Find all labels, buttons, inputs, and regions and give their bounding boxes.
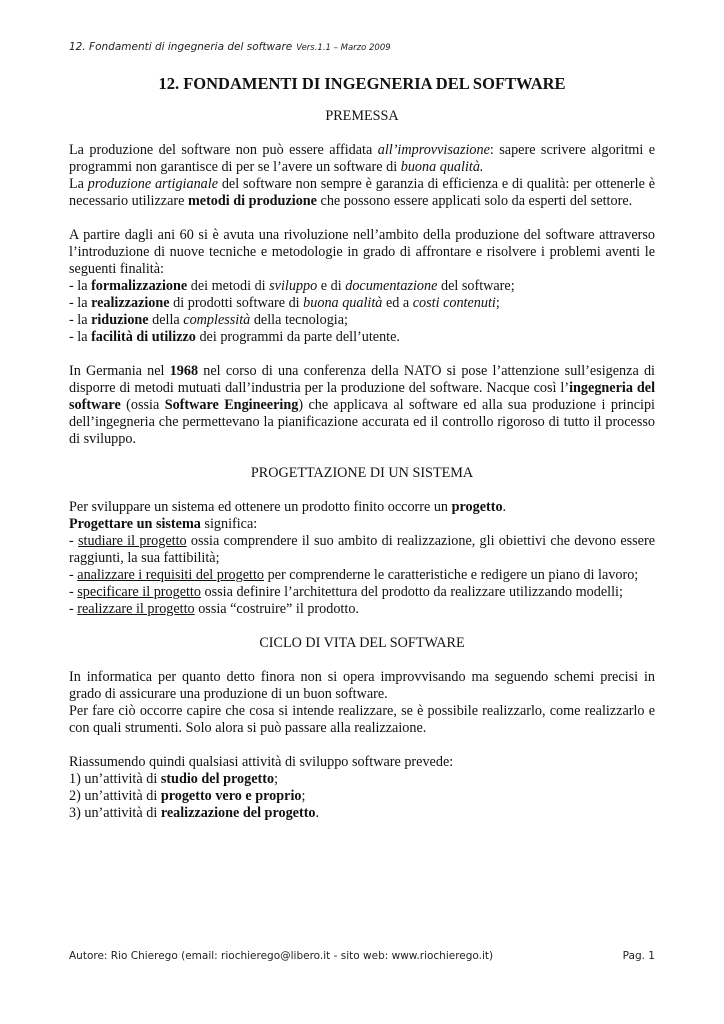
list-item: - realizzare il progetto ossia “costruire” il prodotto. [69,601,359,617]
paragraph: La produzione del software non può essere affidata all’improvvisazione: sapere scrivere algoritmi e programmi non garantisce di per se l’avere un software di buona qualità. [69,142,655,175]
header-version: Vers.1.1 – Marzo 2009 [296,43,391,53]
list-item: - la realizzazione di prodotti software di buona qualità ed a costi contenuti; [69,295,500,311]
section-heading-progettazione: PROGETTAZIONE DI UN SISTEMA [250,465,474,481]
page-footer [69,950,655,962]
section-heading-ciclo-di-vita: CICLO DI VITA DEL SOFTWARE [259,635,465,651]
list-item: - la riduzione della complessità della tecnologia; [69,312,348,328]
page-number: Pag. 1 [622,950,655,962]
footer-author: Autore: Rio Chierego (email: riochierego@libero.it - sito web: www.riochierego.it) [69,950,494,962]
paragraph: Per sviluppare un sistema ed ottenere un prodotto finito occorre un progetto. [69,499,507,515]
paragraph: Riassumendo quindi qualsiasi attività di sviluppo software prevede: [69,754,454,770]
list-item: 2) un’attività di progetto vero e proprio; [69,788,306,804]
section-heading-premessa: PREMESSA [325,108,399,124]
list-item: - specificare il progetto ossia definire l’architettura del prodotto da realizzare utilizzando modelli; [69,584,623,600]
list-item: - la facilità di utilizzo dei programmi da parte dell’utente. [69,329,400,345]
list-item: 1) un’attività di studio del progetto; [69,771,279,787]
list-item: - la formalizzazione dei metodi di sviluppo e di documentazione del software; [69,278,515,294]
paragraph: Per fare ciò occorre capire che cosa si intende realizzare, se è possibile realizzarlo, come realizzarlo e con quali strumenti. Solo alora si può passare alla realizzaione. [69,703,655,736]
paragraph: Progettare un sistema significa: [69,516,258,532]
document-body [69,108,655,822]
paragraph: A partire dagli ani 60 si è avuta una rivoluzione nell’ambito della produzione del software attraverso l’introduzione di nuove tecniche e metodologie in grado di affrontare e risolvere i problemi aventi le seguenti finalità: [69,227,655,277]
list-item: - analizzare i requisiti del progetto per comprenderne le caratteristiche e redigere un piano di lavoro; [69,567,639,583]
paragraph: La produzione artigianale del software non sempre è garanzia di efficienza e di qualità: per ottenerle è necessario utilizzare metodi di produzione che possono essere applicati solo da esperti del settore. [69,176,655,209]
paragraph: In Germania nel 1968 nel corso di una conferenza della NATO si pose l’attenzione sull’esigenza di disporre di metodi mutuati dall’industria per la produzione del software. Nacque così l’ingegneria del software (ossia Software Engineering) che applicava al software ed alla sua produzione i principi dell’ingegneria che permettevano la pianificazione accurata ed il controllo rigoroso di tutto il processo di sviluppo. [69,363,656,447]
running-header [69,41,391,53]
page-title: 12. FONDAMENTI DI INGEGNERIA DEL SOFTWARE [158,74,566,93]
header-title: 12. Fondamenti di ingegneria del software [69,41,293,53]
paragraph: In informatica per quanto detto finora non si opera improvvisando ma seguendo schemi precisi in grado di assicurare una produzione di un buon software. [69,669,655,702]
list-item: 3) un’attività di realizzazione del progetto. [69,805,320,821]
list-item: - studiare il progetto ossia comprendere il suo ambito di realizzazione, gli obiettivi che devono essere raggiunti, la sua fattibilità; [69,533,655,566]
